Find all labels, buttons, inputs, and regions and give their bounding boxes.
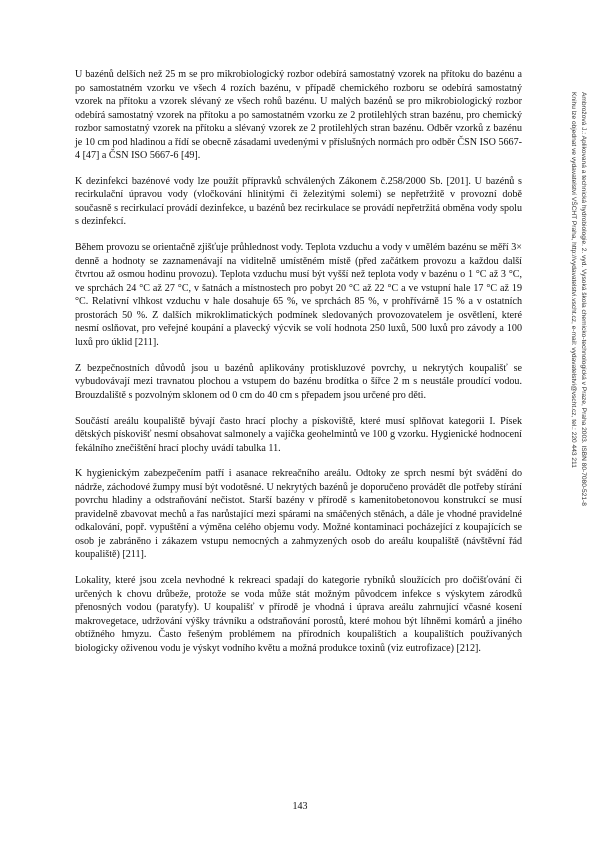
paragraph-localities: Lokality, které jsou zcela nevhodné k rekreaci spadají do kategorie rybníků sloužících pro dočišťování či určených k chovu drůbeže, protože se voda může stát možným původcem infekce s výskytem zárodků přenosných vodou (paratyfy). U koupališť v přírodě je vhodná i úprava areálu zahrnující včasné kosení makrovegetace, udržování výšky trávníku a odstraňování porostů, které mohou být líhněmi komárů a jiného obtížného hmyzu. Často řešeným problémem na přírodních koupalištích a koupalištích používaných biologicky oživenou vodu je výskyt vodního květu a možná produkce toxinů (viz eutrofizace) [212].	[75, 575, 522, 654]
body-text	[75, 68, 522, 668]
side-note-order-info: Knihu lze objednat ve vydavatelství VŠCHT Praha, http://vydavatelstvi.vscht.cz, e-mail: vydavatelstvi@vscht.cz, tel.: 220 443 211	[570, 92, 577, 468]
paragraph-sampling: U bazénů delších než 25 m se pro mikrobiologický rozbor odebírá samostatný vzorek na přítoku do bazénu a po samostatném vzorku ve všech 4 rozích bazénu, v případě chemického rozboru se odebírá samostatný vzorek na přítoku a vzorek slévaný ze všech rohů bazénu. U malých bazénů se pro mikrobiologický rozbor odebírá samostatný vzorek na přítoku a po samostatném vzorku ze 2 protilehlých stran bazénu, pro chemický rozbor samostatný vzorek na přítoku a slévaný vzorek ze 2 protilehlých stran bazénu. Odběr vzorků z bazénu je 10 cm pod hladinou a řídí se obecně zásadami uvedenými v příslušných normách pro odběr ČSN ISO 5667-4 [47] a ČSN ISO 5667-6 [49].	[75, 69, 522, 161]
side-note	[562, 92, 592, 672]
paragraph-playgrounds: Součástí areálu koupaliště bývají často hrací plochy a pískoviště, které musí splňovat kategorii I. Písek dětských pískovišť nesmí obsahovat salmonely a vajíčka geohelmintů ve 100 g vzorku. Hygienické hodnocení fekálního znečištění hrací plochy uvádí tabulka 11.	[75, 415, 522, 454]
paragraph-disinfection: K dezinfekci bazénové vody lze použít přípravků schválených Zákonem č.258/2000 Sb. [201]. U bazénů s recirkulační úpravou vody (vločkování hlinitými či železitými solemi) se nepřetržitě v provozní době současně s recirkulací provádí dezinfekce, u bazénů bez recirkulace se provádí nepřetržitá obměna vody spolu s dezinfekcí.	[75, 175, 522, 228]
paragraph-hygiene: K hygienickým zabezpečením patří i asanace rekreačního areálu. Odtoky ze sprch nesmí být svádění do nádrže, záchodové žumpy musí být vodotěsné. U nekrytých bazénů je doporučeno provádět dle potřeby stírání povrchu hladiny a odstraňování nečistot. Starší bazény v přírodě s kamenitobetonovou konstrukcí se musí pravidelně zbavovat mechů a řas narůstající mezi spárami na smáčených stěnách, a dále je vhodné pravidelné odkalování, popř. vypuštění a výměna celého objemu vody. Možné kontaminaci pocházející z koupajících se osob je zabráněno i zákazem vstupu nemocných a zahmyzených osob do areálu koupaliště (návštěvní řád koupaliště) [211].	[75, 468, 522, 561]
paragraph-operation: Během provozu se orientačně zjišťuje průhlednost vody. Teplota vzduchu a vody v umělém bazénu se měří 3× denně a hodnoty se zaznamenávají na viditelně umístěném místě (před začátkem provozu a každou další čtvrtou až osmou hodinu provozu). Teplota vzduchu musí být vyšší než teplota vody v bazénu o 1 °C až 3 °C, ve sprchách 24 °C až 27 °C, v šatnách a místnostech pro pobyt 20 °C až 22 °C a ve vstupní hale 17 °C až 19 °C. Relativní vlhkost vzduchu v hale dosahuje 65 %, ve sprchách 85 %, v prohřívárně 15 % a v ostatních prostorách 50 %. Z dalších mikroklimatických podmínek sledovaných provozovatelem je osvětlení, které nesmí oslňovat, pro veřejné koupání a plavecký výcvik se volí hodnota 250 luxů, 500 luxů pro závody a 100 luxů pro úklid [211].	[75, 242, 522, 348]
page-number: 143	[292, 801, 308, 812]
side-note-citation: Ambrožová J.: Aplikovaná a technická hydrobiologie. 2. vyd. Vysoká škola chemicko-technologická v Praze, Praha 2003. ISBN 80-7080-521-8	[580, 92, 587, 506]
paragraph-safety: Z bezpečnostních důvodů jsou u bazénů aplikovány protiskluzové povrchy, u nekrytých koupališť se vybudovávají mezi travnatou plochou a vstupem do bazénu brodítka o šířce 2 m s neustále proudící vodou. Brouzdaliště s pozvolným sklonem od 0 cm do 40 cm s přepadem jsou určené pro děti.	[75, 362, 522, 401]
